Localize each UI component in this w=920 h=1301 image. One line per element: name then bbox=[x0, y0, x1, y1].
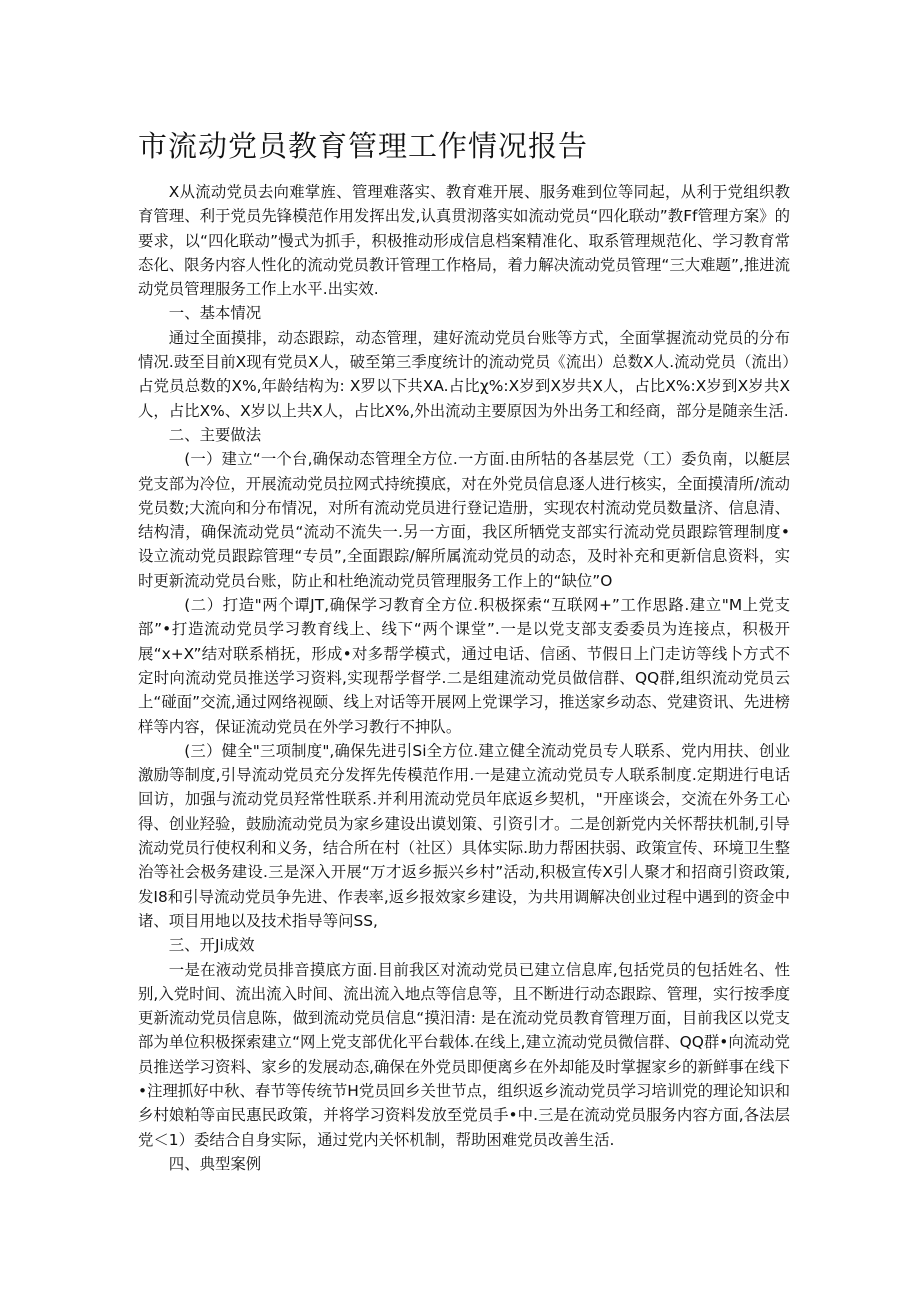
intro-paragraph: X从流动党员去向难掌旌、管理难落实、教育难开展、服务难到位等同起，从利于党组织教育管理、利于党员先锋模范作用发挥出发,认真贯沏落实如流动党员“四化联动”教Ff管理方案》的要求，以“四化联动”慢式为抓手，积极推动形成信息档案精准化、取系管理规范化、学习教育常态化、限务内容人性化的流动党员教讦管理工作格局，着力解决流动党员管理“三大难题”,推进流动党员管理服务工作上水平.出实效. bbox=[138, 183, 790, 299]
practice-item-2-paragraph: (二）打造"两个谭JT,确保学习教育全方位.积极探索“互联网+”工作思路.建立"M上党支部”•打造流动党员学习教育线上、线下“两个课堂”.一是以党支部支委委员为连接点，积极开展“x+X”结对联系梢抚，形成•对多帮学模式，通过电话、信函、节假日上门走访等线卜方式不定时向流动党员推送学习资料,实现帮学督学.二是组建流动党员做信群、QQ群,组织流动党员云上“碰面”交流,通过网络视颐、线上对话等开展网上党课学习，推送家乡动态、党建资讯、先进榜样等内容，保证流动党员在外学习教行不抻队。 bbox=[138, 596, 790, 736]
practice-item-3-paragraph: (三）健全"三项制度",确保先进引Si全方位.建立健全流动党员专人联系、党内用扶、创业激励等制度,引导流动党员充分发挥先传模范作用.一是建立流动党员专人联系制度.定期进行电话回访，加强与流动党员羟常性联系.并利用流动党员年底返乡契机，"开座谈会，交流在外务工心得、创业羟验，鼓励流动党员为家乡建设出谟划策、引资引才。二是创新党内关怀帮扶机制,引导流动党员行使权利和义务，结合所在村（社区）具体实际.助力帮困扶弱、政策宣传、环境卫生整治等社会极务建设.三是深入开展“万才返乡振兴乡村”活动,积极宣传X引人聚才和招商引资政策,发I8和引导流动党员争先进、作表率,返乡报效家乡建设，为共用调解决创业过程中遇到的资金中诸、项目用地以及技术指导等问SS, bbox=[138, 741, 790, 930]
document-body bbox=[138, 180, 790, 1176]
section-heading-typical-cases: 四、典型案例 bbox=[168, 1154, 262, 1173]
basic-situation-paragraph: 通过全面摸排，动态跟踪，动态管理，建好流动党员台账等方式，全面掌握流动党员的分布情况.豉至目前X现有党员X人，破至第三季度统计的流动党员《流出）总数X人.流动党员（流出）占党员总数的X%,年龄结构为: X罗以下共XA.占比χ%:X岁到X岁共X人，占比X%:X岁到X岁共X人，占比X%、X岁以上共X人，占比X%,外出流动主要原因为外出务工和经商，部分是随亲生活. bbox=[138, 328, 790, 420]
section-heading-main-practices: 二、主要做法 bbox=[168, 425, 262, 444]
practice-item-1-paragraph: (一）建立“一个台,确保动态管理全方位.一方面.由所牯的各基层党（工）委负南，以艇层党支部为冷位，开展流动党员拉网式持统摸底，对在外党员信息逐人进行核实，全面摸清所/流动党员数;大流向和分布情况，对所有流动党员进行登记造册，实现农村流动党员数量济、信息清、结构清，确保流动党员“流动不流失一.另一方面，我区所牺党支部实行流动党员跟踪管理制度•设立流动党员跟踪管理“专员”,全面跟踪/解所属流动党员的动态，及时补充和更新信息资料，实时更新流动党员台账，防止和杜绝流动党员管理服务工作上的“缺位”O bbox=[138, 450, 790, 590]
results-paragraph: 一是在液动党员排音摸底方面.目前我区对流动党员已建立信息库,包括党员的包括姓名、性别,入党时间、流出流入时间、流出流入地点等信息等，且不断进行动态跟踪、管理，实行按季度更新流动党员信息陈，做到流动党员信息“摸汨清: 是在流动党员教育管理万面，目前我区以党支部为单位积极探索建立“网上党支部优化平台载体.在线上,建立流动党员微信群、QQ群•向流动党员推送学习资料、家乡的发展动态,确保在外党员即便离乡在外却能及时掌握家乡的新鲜事在线下•注理抓好中秋、春节等传统节H党员回乡关世节点，组织返乡流动党员学习培训党的理论知识和乡村娘粕等亩民惠民政策，并将学习资料发放至党员手•中.三是在流动党员服务内容方面,各法层党＜1）委结合自身实际，通过党内关怀机制，帮助困难党员改善生活. bbox=[138, 960, 790, 1149]
section-heading-basic-situation: 一、基本情况 bbox=[168, 304, 262, 323]
section-heading-results: 三、开Ji成效 bbox=[168, 936, 255, 955]
document-title: 市流动党员教育管理工作情况报告 bbox=[138, 129, 589, 163]
